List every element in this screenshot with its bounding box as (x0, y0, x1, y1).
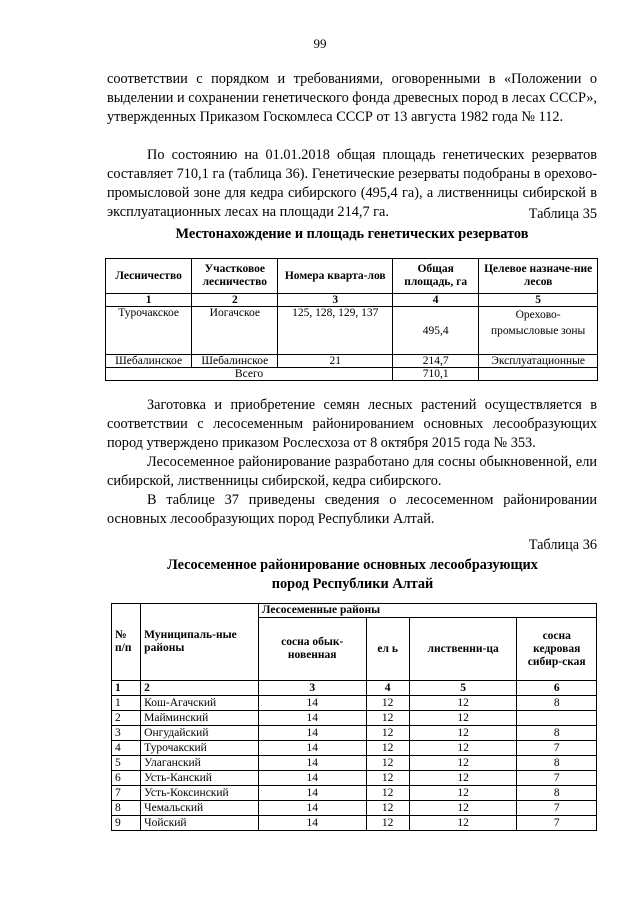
t36-cell: 12 (409, 801, 517, 816)
t36-header-number: № п/п (112, 604, 141, 681)
table-35-title: Местонахождение и площадь генетических резерватов (175, 226, 529, 242)
t36-cell: 14 (258, 711, 366, 726)
paragraph-3: Заготовка и приобретение семян лесных растений осуществляется в соответствии с лесосеменным районированием основных лесообразующих пород утверждено приказом Рослесхоза от 8 октября 2015 года № 353. (107, 397, 597, 451)
t35-cell: Эксплуатационные (479, 355, 598, 368)
t36-cell: 8 (517, 756, 597, 771)
t36-cell: 14 (258, 696, 366, 711)
t36-cell: 7 (517, 741, 597, 756)
table-36 (111, 603, 597, 831)
t35-cell: 214,7 (393, 355, 479, 368)
t36-cell: 8 (517, 726, 597, 741)
t36-cell: 12 (366, 786, 409, 801)
table-35-caption: Таблица 35 (528, 206, 597, 222)
t35-total-row (106, 368, 598, 381)
t35-cell: Турочакское (106, 307, 192, 355)
t36-cell: 12 (366, 771, 409, 786)
t36-cell: 1 (112, 696, 141, 711)
t36-header: лиственни-ца (409, 618, 517, 681)
t36-cell: 12 (409, 816, 517, 831)
t36-cell: Онгудайский (141, 726, 259, 741)
t35-cell: 21 (278, 355, 393, 368)
t36-cell: 8 (517, 786, 597, 801)
t36-header-municipal: Муниципаль-ные районы (141, 604, 259, 681)
t36-cell: Усть-Коксинский (141, 786, 259, 801)
t36-cell: 14 (258, 741, 366, 756)
t36-cell: Чемальский (141, 801, 259, 816)
paragraph-4: Лесосеменное районирование разработано для сосны обыкновенной, ели сибирской, лиственницы сибирской, кедра сибирского. (107, 454, 597, 489)
page-number: 99 (313, 36, 327, 51)
t36-col-number: 2 (141, 681, 259, 696)
t36-cell: Майминский (141, 711, 259, 726)
t35-header: Общая площадь, га (393, 259, 479, 294)
t36-header-group: Лесосеменные районы (258, 604, 596, 618)
t36-col-number: 3 (258, 681, 366, 696)
t35-header: Целевое назначе-ние лесов (479, 259, 598, 294)
t36-col-number: 6 (517, 681, 597, 696)
t36-cell: 14 (258, 801, 366, 816)
t36-cell: 12 (366, 741, 409, 756)
t36-cell: 14 (258, 771, 366, 786)
t36-cell: 12 (366, 711, 409, 726)
t35-col-number: 5 (479, 294, 598, 307)
t35-total-value: 710,1 (393, 368, 479, 381)
t36-cell: 12 (366, 726, 409, 741)
t36-cell: 7 (517, 771, 597, 786)
t36-cell: 7 (517, 816, 597, 831)
t35-total-empty (479, 368, 598, 381)
t36-cell: 12 (366, 816, 409, 831)
t35-col-number: 3 (278, 294, 393, 307)
table-row (112, 771, 597, 786)
t35-header: Номера кварта-лов (278, 259, 393, 294)
t36-cell: 6 (112, 771, 141, 786)
t36-cell: 8 (112, 801, 141, 816)
t35-cell: Орехово-промысловые зоны (479, 307, 598, 355)
t36-cell: 5 (112, 756, 141, 771)
t36-cell: 14 (258, 786, 366, 801)
t35-col-number: 4 (393, 294, 479, 307)
table-36-title: Лесосеменное районирование основных лесообразующих пород Республики Алтай (167, 557, 538, 592)
table-row (112, 696, 597, 711)
t35-header: Участковое лесничество (192, 259, 278, 294)
t36-cell: 12 (409, 696, 517, 711)
table-row (112, 741, 597, 756)
t36-cell: Улаганский (141, 756, 259, 771)
table-row (112, 711, 597, 726)
t36-cell: 12 (409, 726, 517, 741)
paragraph-5: В таблице 37 приведены сведения о лесосеменном районировании основных лесообразующих пород Республики Алтай. (107, 492, 597, 527)
t36-cell: 3 (112, 726, 141, 741)
t35-col-number: 2 (192, 294, 278, 307)
t36-col-number-row (112, 681, 597, 696)
table-row (106, 355, 598, 368)
t36-cell: 12 (409, 771, 517, 786)
t36-header: сосна кедровая сибир-ская (517, 618, 597, 681)
t36-cell: Турочакский (141, 741, 259, 756)
t35-total-label: Всего (106, 368, 393, 381)
t36-cell: 12 (409, 711, 517, 726)
t36-cell: Усть-Канский (141, 771, 259, 786)
t36-cell: 14 (258, 816, 366, 831)
t36-header: ел ь (366, 618, 409, 681)
table-row (112, 786, 597, 801)
t36-header: сосна обык-новенная (258, 618, 366, 681)
table-row (112, 816, 597, 831)
table-row (112, 726, 597, 741)
t36-cell: 9 (112, 816, 141, 831)
t35-cell: Шебалинское (106, 355, 192, 368)
t36-cell: 12 (366, 696, 409, 711)
t36-cell: 7 (112, 786, 141, 801)
t35-header: Лесничество (106, 259, 192, 294)
t36-cell: 7 (517, 801, 597, 816)
t36-cell: 12 (409, 741, 517, 756)
table-row (106, 307, 598, 355)
t36-cell: Кош-Агачский (141, 696, 259, 711)
t36-cell: 4 (112, 741, 141, 756)
t36-cell: 8 (517, 696, 597, 711)
t36-cell: Чойский (141, 816, 259, 831)
t36-cell (517, 711, 597, 726)
t35-cell: 125, 128, 129, 137 (278, 307, 393, 355)
t36-cell: 14 (258, 756, 366, 771)
t36-cell: 14 (258, 726, 366, 741)
t35-col-number: 1 (106, 294, 192, 307)
t35-cell: Шебалинское (192, 355, 278, 368)
t36-cell: 12 (366, 756, 409, 771)
t35-cell: 495,4 (393, 307, 479, 355)
paragraph-1: соответствии с порядком и требованиями, оговоренными в «Положении о выделении и сохранении генетического фонда древесных пород в лесах СССР», утвержденных Приказом Госкомлеса СССР от 13 августа 1982 года № 112. (107, 71, 597, 125)
t36-cell: 12 (409, 786, 517, 801)
table-35 (105, 258, 598, 381)
t35-col-number-row (106, 294, 598, 307)
table-36-caption: Таблица 36 (528, 537, 597, 553)
t36-col-number: 1 (112, 681, 141, 696)
table-row (112, 756, 597, 771)
t36-cell: 2 (112, 711, 141, 726)
t36-cell: 12 (366, 801, 409, 816)
t36-col-number: 5 (409, 681, 517, 696)
t36-cell: 12 (409, 756, 517, 771)
paragraph-2: По состоянию на 01.01.2018 общая площадь генетических резерватов составляет 710,1 га (таблица 36). Генетические резерваты подобраны в орехово-промысловой зоне для кедра сибирского (495,4 га), а лиственницы сибирской в эксплуатационных лесах на площади 214,7 га. (107, 147, 597, 220)
table-row (112, 801, 597, 816)
t35-cell: Иогачское (192, 307, 278, 355)
t36-col-number: 4 (366, 681, 409, 696)
